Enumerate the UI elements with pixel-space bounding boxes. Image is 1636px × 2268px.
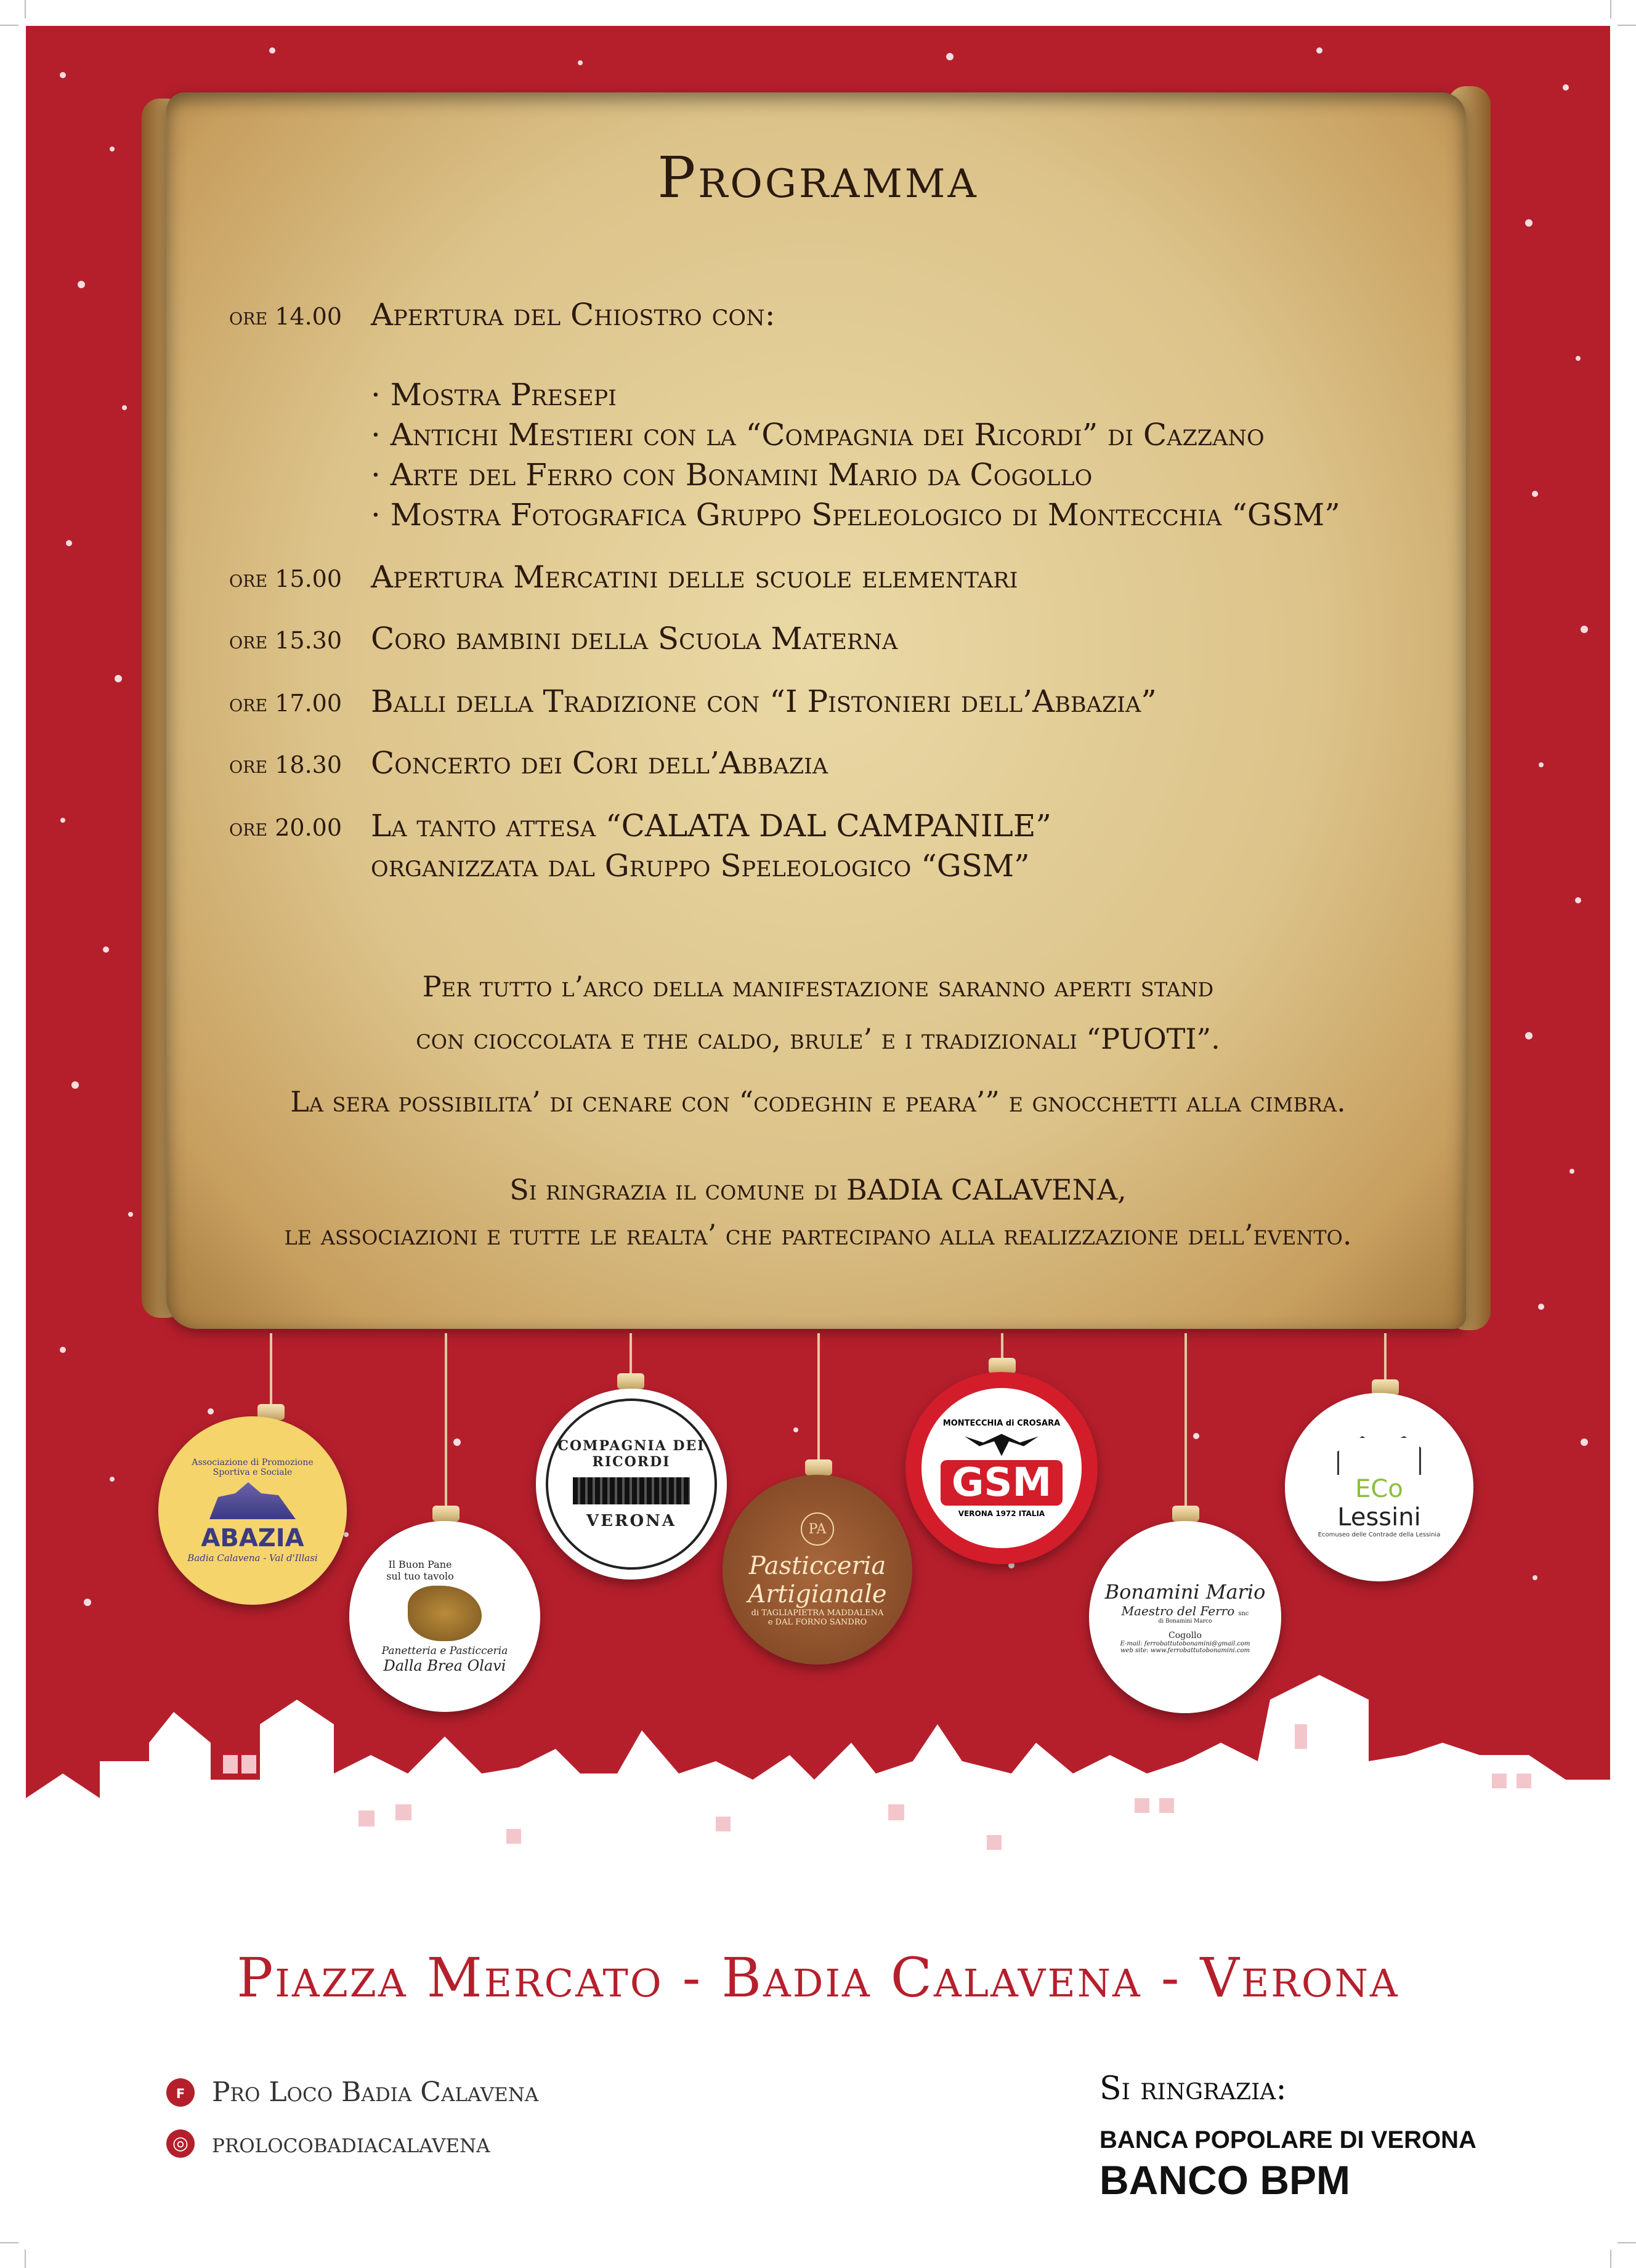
facebook-label[interactable]: Pro Loco Badia Calavena xyxy=(212,2076,539,2108)
sponsor-eco-lessini-logo xyxy=(1285,1393,1473,1581)
sponsor-gsm-logo xyxy=(905,1372,1098,1564)
abazia-building-icon xyxy=(209,1482,296,1519)
instagram-label[interactable]: prolocobadiacalavena xyxy=(212,2128,490,2159)
pasticceria-name2: Artigianale xyxy=(748,1580,887,1608)
buon-pane-sub2: Dalla Brea Olavi xyxy=(383,1657,506,1674)
wheat-icon xyxy=(408,1586,482,1641)
instagram-icon[interactable]: ◎ xyxy=(166,2129,195,2158)
eco-name1: ECo xyxy=(1355,1475,1403,1503)
ornament-string xyxy=(630,1333,632,1376)
ornament-string xyxy=(445,1333,447,1509)
facebook-row xyxy=(166,2076,538,2108)
ornament-string xyxy=(1384,1333,1387,1382)
location-title: Piazza Mercato - Badia Calavena - Verona xyxy=(237,1946,1399,2009)
bullet-item: · Arte del Ferro con Bonamini Mario da Cogollo xyxy=(371,457,1093,493)
schedule-time: ore 20.00 xyxy=(229,814,342,841)
abazia-sub: Badia Calavena - Val d'Illasi xyxy=(187,1552,318,1564)
bonamini-sub-row xyxy=(1122,1604,1249,1618)
bonamini-sub: Maestro del Ferro xyxy=(1121,1604,1235,1618)
pasticceria-name1: Pasticceria xyxy=(748,1552,886,1580)
schedule-item: La tanto attesa “CALATA DAL CAMPANILE” xyxy=(371,808,1051,844)
pasticceria-sub2: e DAL FORNO SANDRO xyxy=(767,1618,867,1627)
eco-houses-icon xyxy=(1337,1436,1421,1475)
ornament-string xyxy=(1001,1333,1003,1361)
buon-pane-top: Il Buon Pane sul tuo tavolo xyxy=(386,1559,454,1582)
ornament-string xyxy=(817,1333,820,1463)
crop-mark xyxy=(0,25,18,26)
bullet-item: · Mostra Fotografica Gruppo Speleologico di Montecchia “GSM” xyxy=(371,497,1340,533)
crop-mark xyxy=(0,2242,18,2243)
compagnia-top: COMPAGNIA DEI RICORDI xyxy=(557,1438,705,1470)
crop-mark xyxy=(25,2250,26,2268)
facebook-icon[interactable]: f xyxy=(166,2078,195,2107)
bonamini-owner: di Bonamini Marco xyxy=(1158,1618,1212,1624)
ornament-cap xyxy=(805,1459,832,1475)
schedule-item: Concerto dei Cori dell’Abbazia xyxy=(371,745,828,781)
abazia-name: ABAZIA xyxy=(201,1524,304,1552)
bank-line-2: BANCO BPM xyxy=(1099,2157,1350,2203)
bonamini-web: web site: www.ferrobattutobonamini.com xyxy=(1120,1647,1250,1654)
bonamini-sub-small: snc xyxy=(1238,1610,1249,1617)
schedule-time: ore 17.00 xyxy=(229,690,342,717)
abazia-top: Associazione di Promozione Sportiva e Sociale xyxy=(192,1458,314,1477)
note-line: Per tutto l’arco della manifestazione saranno aperti stand xyxy=(422,970,1214,1003)
ornament-cap xyxy=(432,1506,460,1522)
note-line: La sera possibilita’ di cenare con “codeghin e peara’” e gnocchetti alla cimbra. xyxy=(290,1085,1346,1118)
schedule-time: ore 15.30 xyxy=(229,627,342,654)
gsm-bat-icon xyxy=(965,1432,1039,1456)
schedule-item: Apertura Mercatini delle scuole elementari xyxy=(371,559,1018,595)
crop-mark xyxy=(25,0,26,18)
compagnia-ring xyxy=(546,1398,717,1570)
ornament-cap xyxy=(1172,1506,1199,1522)
thanks-line: Si ringrazia il comune di BADIA CALAVENA, xyxy=(509,1173,1127,1206)
page-title: Programma xyxy=(657,145,979,211)
sponsor-pasticceria-logo xyxy=(723,1475,912,1665)
crop-mark xyxy=(1610,0,1611,18)
ornament-string xyxy=(1184,1333,1187,1509)
bonamini-name: Bonamini Mario xyxy=(1104,1580,1266,1604)
schedule-item: Apertura del Chiostro con: xyxy=(371,297,775,333)
sponsor-compagnia-logo xyxy=(536,1389,727,1580)
town-silhouette xyxy=(26,1650,1610,1946)
bank-line-1: BANCA POPOLARE DI VERONA xyxy=(1099,2126,1476,2153)
bullet-item: · Antichi Mestieri con la “Compagnia dei Ricordi” di Cazzano xyxy=(371,417,1265,453)
pasticceria-sub1: di TAGLIAPIETRA MADDALENA xyxy=(751,1608,884,1618)
instagram-row xyxy=(166,2128,490,2159)
compagnia-frieze-icon xyxy=(573,1477,690,1504)
compagnia-bottom: VERONA xyxy=(586,1512,677,1530)
crop-mark xyxy=(1618,25,1636,26)
gsm-bottom: VERONA 1972 ITALIA xyxy=(958,1509,1045,1518)
schedule-time: ore 15.00 xyxy=(229,565,342,592)
sponsor-abazia-logo xyxy=(158,1416,347,1605)
gsm-inner-ring xyxy=(921,1388,1082,1548)
schedule-item: Balli della Tradizione con “I Pistonieri dell’Abbazia” xyxy=(371,684,1157,719)
ornament-string xyxy=(270,1333,272,1410)
gsm-top: MONTECCHIA di CROSARA xyxy=(942,1418,1061,1428)
bonamini-place: Cogollo xyxy=(1168,1631,1202,1640)
gsm-name: GSM xyxy=(941,1460,1063,1506)
footer-thanks: Si ringrazia: xyxy=(1099,2070,1287,2107)
pasticceria-monogram: PA xyxy=(801,1512,834,1546)
eco-name2: Lessini xyxy=(1337,1503,1421,1532)
ornament-cap xyxy=(617,1373,644,1389)
buon-pane-sub1: Panetteria e Pasticceria xyxy=(381,1645,508,1657)
bonamini-email: E-mail: ferrobattutobonamini@gmail.com xyxy=(1120,1640,1250,1647)
crop-mark xyxy=(1618,2242,1636,2243)
thanks-line: le associazioni e tutte le realta’ che partecipano alla realizzazione dell’evento. xyxy=(284,1218,1352,1251)
eco-sub: Ecomuseo delle Contrade della Lessinia xyxy=(1318,1532,1441,1538)
schedule-time: ore 14.00 xyxy=(229,303,342,330)
schedule-item: Coro bambini della Scuola Materna xyxy=(371,621,898,656)
schedule-time: ore 18.30 xyxy=(229,751,342,778)
schedule-item-line2: organizzata dal Gruppo Speleologico “GSM” xyxy=(371,848,1030,884)
crop-mark xyxy=(1610,2250,1611,2268)
bullet-item: · Mostra Presepi xyxy=(371,377,617,413)
note-line: con cioccolata e the caldo, brule’ e i tradizionali “PUOTI”. xyxy=(416,1022,1220,1055)
